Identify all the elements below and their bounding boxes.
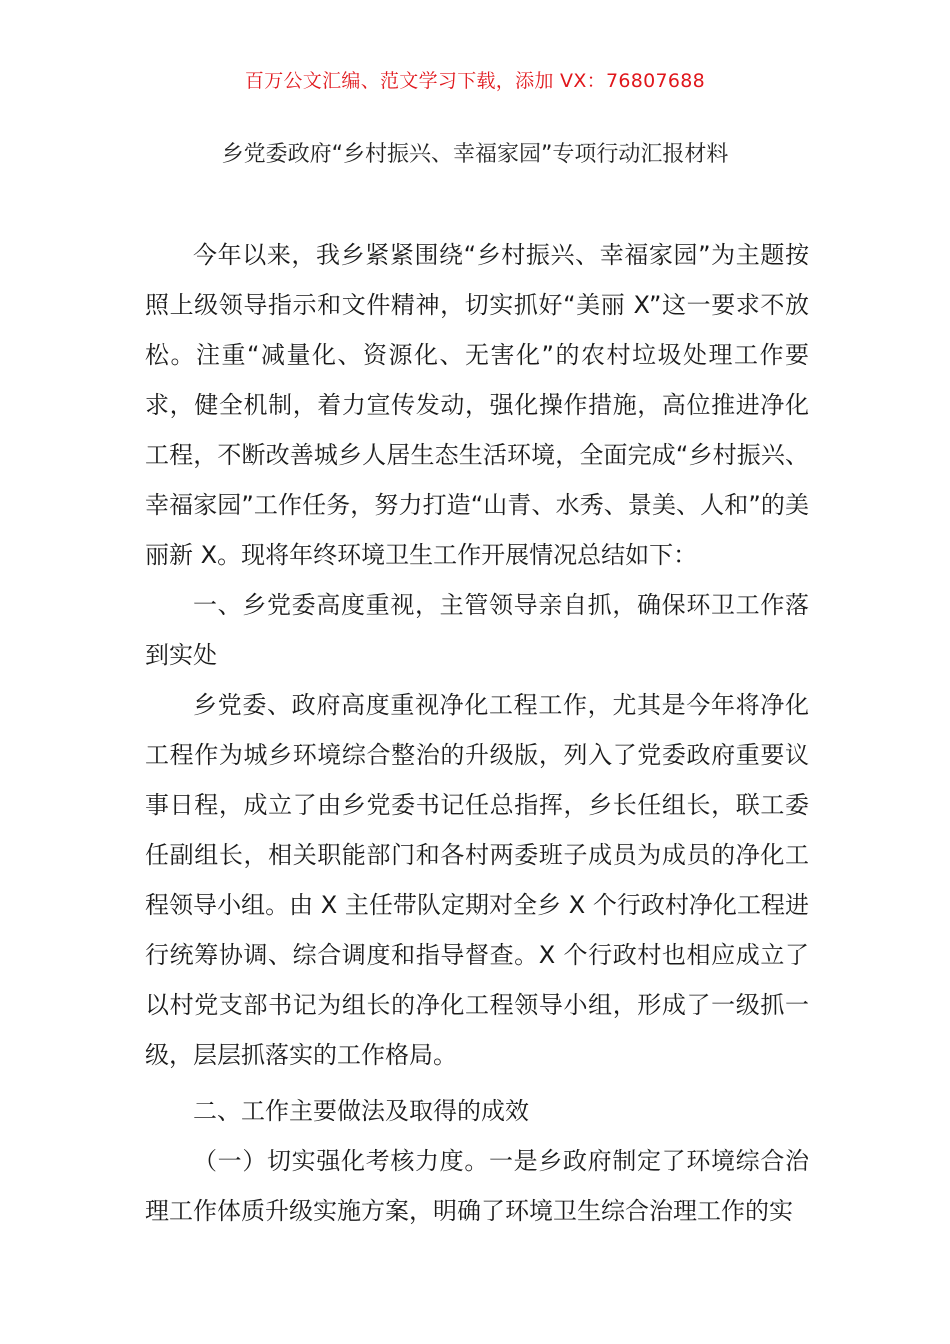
section-heading-1: 一、乡党委高度重视，主管领导亲自抓，确保环卫工作落到实处 [145,591,809,669]
paragraph-subsection-1: （一）切实强化考核力度。一是乡政府制定了环境综合治理工作体质升级实施方案，明确了环境卫生综合治理工作的实 [145,1147,809,1225]
paragraph-intro: 今年以来，我乡紧紧围绕“乡村振兴、幸福家园”为主题按照上级领导指示和文件精神，切实抓好“美丽 X”这一要求不放松。注重“减量化、资源化、无害化”的农村垃圾处理工作要求，健全机制，着力宣传发动，强化操作措施，高位推进净化工程，不断改善城乡人居生态生活环境，全面完成“乡村振兴、幸福家园”工作任务，努力打造“山青、水秀、景美、人和”的美丽新 X。现将年终环境卫生工作开展情况总结如下： [145,241,809,569]
document-body [145,230,809,1236]
document-title: 乡党委政府“乡村振兴、幸福家园”专项行动汇报材料 [221,142,729,167]
header-watermark-text: 百万公文汇编、范文学习下载，添加 VX：76807688 [244,70,706,92]
paragraph-section-1: 乡党委、政府高度重视净化工程工作，尤其是今年将净化工程作为城乡环境综合整治的升级版，列入了党委政府重要议事日程，成立了由乡党委书记任总指挥，乡长任组长，联工委任副组长，相关职能部门和各村两委班子成员为成员的净化工程领导小组。由 X 主任带队定期对全乡 X 个行政村净化工程进行统筹协调、综合调度和指导督查。X 个行政村也相应成立了以村党支部书记为组长的净化工程领导小组，形成了一级抓一级，层层抓落实的工作格局。 [145,691,809,1069]
section-heading-2: 二、工作主要做法及取得的成效 [193,1097,529,1125]
